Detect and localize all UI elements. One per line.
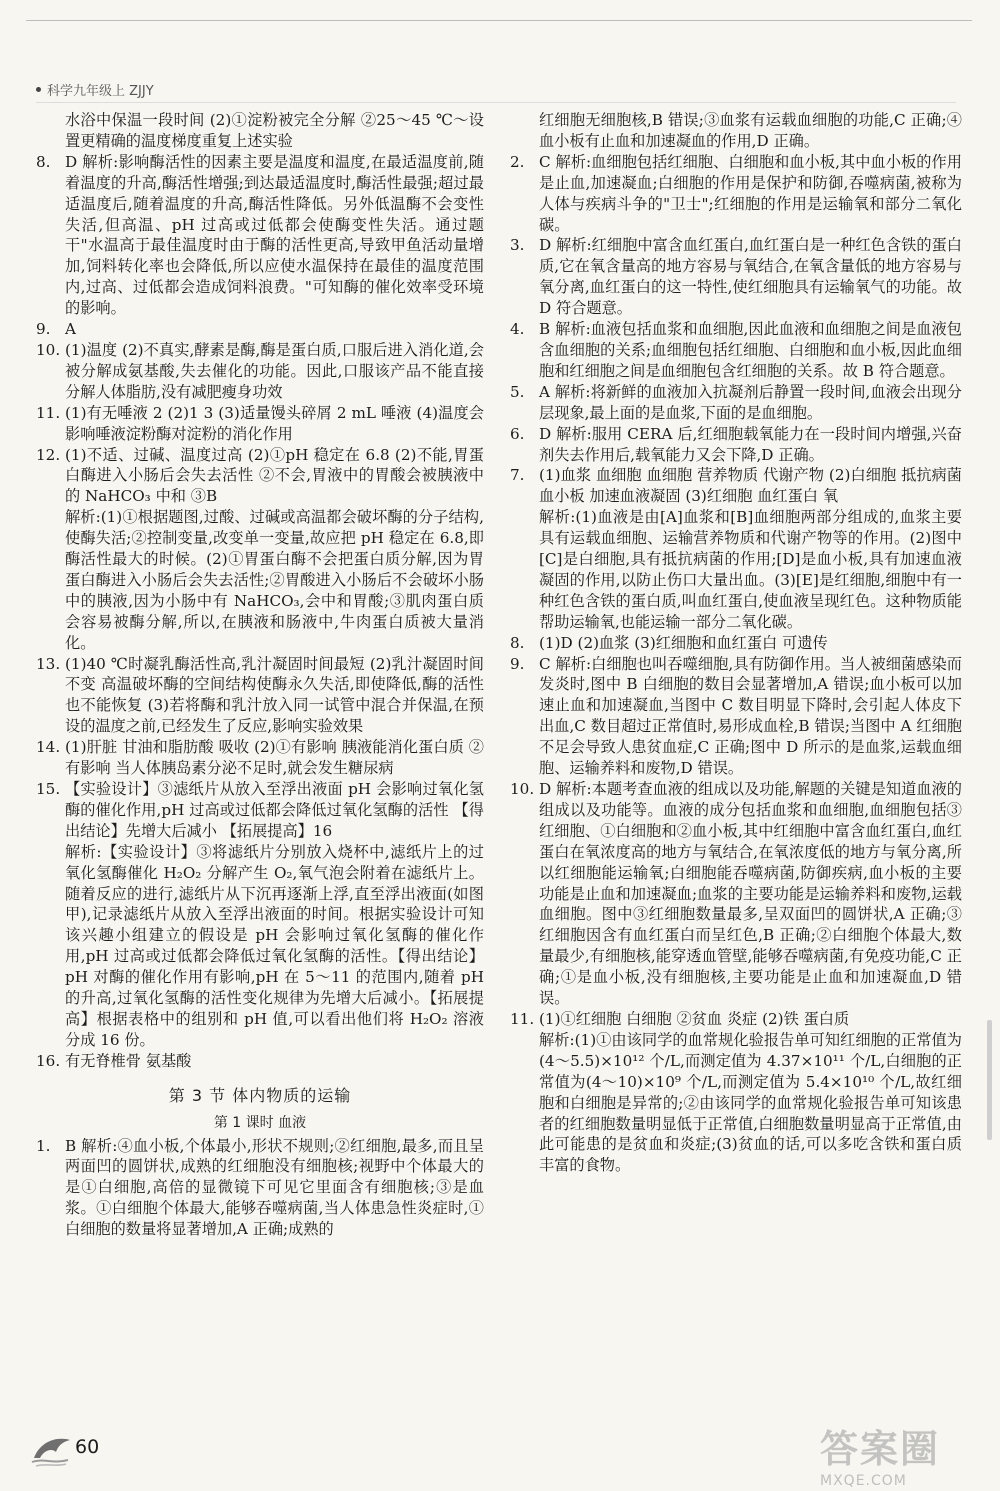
running-header	[36, 80, 154, 99]
answer-text: 解析:(1)①根据题图,过酸、过碱或高温都会破坏酶的分子结构,使酶失活;②控制变量,改变单一变量,故应把 pH 稳定在 6.8,即酶活性最大的时候。(2)①胃蛋白酶不会把蛋白质分解,因为胃蛋白酶进入小肠后会失去活性;②胃酸进入小肠后不会破坏小肠中的胰液,因为小肠中有 NaHCO₃,会中和胃酸;③肌肉蛋白质会容易被酶分解,所以,在胰液和肠液中,牛肉蛋白质被大量消化。	[65, 508, 484, 652]
answer-item	[36, 654, 484, 738]
lesson-title: 第 1 课时 血液	[213, 1114, 307, 1131]
answer-item	[510, 424, 962, 466]
answer-text: (1)不适、过碱、温度过高 (2)①pH 稳定在 6.8 (2)不能,胃蛋白酶进入小肠后会失去活性 ②不会,胃液中的胃酸会被胰液中的 NaHCO₃ 中和 ③B	[65, 445, 484, 506]
answer-text: C 解析:白细胞也叫吞噬细胞,具有防御作用。当人被细菌感染而发炎时,图中 B 白细胞的数目会显著增加,A 错误;血小板可以加速止血和加速凝血,当图中 C 数目明显下降时,会引起人体皮下出血,C 数目超过正常值时,易形成血栓,B 错误;当图中 A 红细胞不足会导致人患贫血症,C 正确;图中 D 所示的是血浆,运载血细胞、运输养料和废物,D 错误。	[539, 654, 962, 778]
header-label: 科学九年级上 ZJJY	[47, 84, 154, 99]
answer-item	[36, 842, 484, 1051]
answer-number: 8.	[36, 152, 51, 171]
answer-item	[36, 445, 484, 508]
answer-text: (1)40 ℃时凝乳酶活性高,乳汁凝固时间最短 (2)乳汁凝固时间不变 高温破坏酶的空间结构使酶永久失活,即使降低,酶的活性也不能恢复 (3)若将酶和乳汁放入同一试管中混合并保温,在预设的温度之前,已经发生了反应,影响实验效果	[65, 654, 484, 736]
answer-text: D 解析:本题考查血液的组成以及功能,解题的关键是知道血液的组成以及功能等。血液的成分包括血浆和血细胞,血细胞包括③红细胞、①白细胞和②血小板,其中红细胞中富含血红蛋白,血红蛋白在氧浓度高的地方与氧结合,在氧浓度低的地方与氧分离,所以红细胞能运输氧;白细胞能吞噬病菌,防御疾病,血小板的主要功能是止血和加速凝血;血浆的主要功能是运输养料和废物,运载血细胞。图中③红细胞数量最多,呈双面凹的圆饼状,A 正确;③红细胞因含有血红蛋白而呈红色,B 正确;②白细胞个体最大,数量最少,有细胞核,能穿透血管壁,能够吞噬病菌,有免疫功能,C 正确;①是血小板,没有细胞核,主要功能是止血和加速凝血,D 错误。	[539, 780, 962, 1008]
answer-text: A 解析:将新鲜的血液加入抗凝剂后静置一段时间,血液会出现分层现象,最上面的是血浆,下面的是血细胞。	[539, 382, 962, 422]
answer-text: D 解析:服用 CERA 后,红细胞载氧能力在一段时间内增强,兴奋剂失去作用后,载氧能力又会下降,D 正确。	[539, 424, 962, 464]
watermark-sub: MXQE.COM	[820, 1473, 907, 1489]
answer-item	[510, 110, 962, 152]
answer-item	[510, 633, 962, 654]
answer-text: C 解析:血细胞包括红细胞、白细胞和血小板,其中血小板的作用是止血,加速凝血;白细胞的作用是保护和防御,吞噬病菌,被称为人体与疾病斗争的"卫士";红细胞的作用是运输氧和部分二氧化碳。	[539, 152, 962, 234]
answer-item	[36, 403, 484, 445]
binding-edge	[987, 1020, 992, 1140]
answer-text: (1)血浆 血细胞 血细胞 营养物质 代谢产物 (2)白细胞 抵抗病菌 血小板 加速血液凝固 (3)红细胞 血红蛋白 氧	[539, 466, 962, 506]
section-title: 第 3 节 体内物质的运输	[168, 1085, 352, 1105]
answer-item	[510, 382, 962, 424]
answer-item	[36, 110, 484, 152]
answer-number: 7.	[510, 466, 525, 485]
answer-number: 15.	[36, 780, 61, 798]
answer-number: 11.	[36, 403, 61, 422]
left-column	[36, 110, 484, 1240]
answer-text: (1)D (2)血浆 (3)红细胞和血红蛋白 可遗传	[539, 633, 828, 652]
answer-number: 1.	[36, 1136, 51, 1155]
answer-text: 解析:(1)血液是由[A]血浆和[B]血细胞两部分组成的,血浆主要具有运载血细胞、运输营养物质和代谢产物等的作用。(2)图中[C]是白细胞,具有抵抗病菌的作用;[D]是血小板,具有加速血液凝固的作用,以防止伤口大量出血。(3)[E]是红细胞,细胞中有一种红色含铁的蛋白质,叫血红蛋白,使血液呈现红色。这种物质能帮助运输氧,也能运输一部分二氧化碳。	[539, 508, 962, 631]
answer-item	[36, 737, 484, 779]
answer-item	[510, 235, 962, 319]
dolphin-logo-icon	[30, 1428, 74, 1468]
answer-text: B 解析:④血小板,个体最小,形状不规则;②红细胞,最多,而且呈两面凹的圆饼状,成熟的红细胞没有细胞核;视野中个体最大的是①白细胞,高倍的显微镜下可见它里面含有细胞核;③是血浆。①白细胞个体最大,能够吞噬病菌,当人体患急性炎症时,①白细胞的数量将显著增加,A 正确;成熟的	[65, 1136, 484, 1239]
answer-item	[36, 507, 484, 653]
answer-text: D 解析:红细胞中富含血红蛋白,血红蛋白是一种红色含铁的蛋白质,它在氧含量高的地方容易与氧结合,在氧含量低的地方容易与氧分离,血红蛋白的这一特性,使红细胞具有运输氧气的功能。故 D 符合题意。	[539, 236, 962, 318]
answer-item	[510, 507, 962, 632]
answer-item	[510, 465, 962, 507]
answer-number: 13.	[36, 654, 61, 673]
answer-text: D 解析:影响酶活性的因素主要是温度和温度,在最适温度前,随着温度的升高,酶活性增强;到达最适温度时,酶活性最强;超过最适温度后,随着温度的升高,酶活性降低。另外低温酶不会变性失活,但高温、pH 过高或过低都会使酶变性失活。通过题干"水温高于最佳温度时由于酶的活性更高,导致甲鱼活动量增加,饲料转化率也会降低,所以应使水温保持在最佳的温度范围内,过高、过低都会造成饲料浪费。"可知酶的催化效率受环境的影响。	[65, 152, 484, 318]
watermark	[820, 1418, 940, 1489]
answer-text: 有无脊椎骨 氨基酸	[65, 1051, 192, 1070]
answer-text: 解析:(1)①由该同学的血常规化验报告单可知红细胞的正常值为(4～5.5)×10¹² 个/L,而测定值为 4.37×10¹¹ 个/L,白细胞的正常值为(4～10)×10⁹ 个/L,而测定值为 5.4×10¹⁰ 个/L,故红细胞和白细胞是异常的;②由该同学的血常规化验报告单可知该患者的红细胞数量明显低于正常值,白细胞数量明显高于正常值,由此可能患的是贫血和炎症;(3)贫血的话,可以多吃含铁和蛋白质丰富的食物。	[539, 1030, 962, 1175]
answer-number: 16.	[36, 1051, 61, 1070]
answer-text: (1)温度 (2)不真实,酵素是酶,酶是蛋白质,口服后进入消化道,会被分解成氨基酸,失去催化的功能。因此,口服该产品不能直接分解人体脂肪,没有减肥瘦身功效	[65, 340, 484, 401]
answer-item	[510, 779, 962, 1009]
answer-text: 【实验设计】③滤纸片从放入至浮出液面 pH 会影响过氧化氢酶的催化作用,pH 过高或过低都会降低过氧化氢酶的活性 【得出结论】先增大后减小 【拓展提高】16	[65, 780, 484, 840]
answer-item	[510, 319, 962, 382]
top-rule	[26, 20, 972, 21]
bullet-icon	[36, 87, 41, 92]
answer-text: (1)①红细胞 白细胞 ②贫血 炎症 (2)铁 蛋白质	[539, 1009, 850, 1028]
answer-text: (1)肝脏 甘油和脂肪酸 吸收 (2)①有影响 胰液能消化蛋白质 ②有影响 当人体胰岛素分泌不足时,就会发生糖尿病	[65, 738, 484, 778]
answer-item	[36, 340, 484, 403]
answer-item	[510, 152, 962, 236]
answer-text: B 解析:血液包括血浆和血细胞,因此血液和血细胞之间是血液包含血细胞的关系;血细胞包括红细胞、白细胞和血小板,因此血细胞和红细胞之间是血细胞包含红细胞的关系。故 B 符合题意。	[539, 320, 962, 380]
answer-item	[510, 654, 962, 779]
answer-item	[510, 1030, 962, 1176]
answer-number: 9.	[510, 654, 525, 673]
answer-number: 9.	[36, 320, 51, 339]
answer-item	[36, 1136, 484, 1241]
answer-number: 5.	[510, 382, 525, 401]
answer-number: 14.	[36, 738, 61, 757]
answer-text: (1)有无唾液 2 (2)1 3 (3)适量馒头碎屑 2 mL 唾液 (4)温度会影响唾液淀粉酶对淀粉的消化作用	[65, 403, 484, 443]
answer-item	[36, 319, 484, 340]
answer-item	[36, 1051, 484, 1072]
answer-number: 8.	[510, 633, 525, 652]
answer-text: 水浴中保温一段时间 (2)①淀粉被完全分解 ②25～45 ℃～设置更精确的温度梯度重复上述实验	[65, 111, 484, 150]
answer-item	[36, 779, 484, 842]
answer-number: 2.	[510, 152, 525, 171]
answer-item	[36, 152, 484, 319]
page-number: 60	[75, 1436, 100, 1458]
answer-number: 6.	[510, 424, 525, 443]
answer-number: 3.	[510, 236, 525, 255]
answer-number: 10.	[510, 780, 535, 798]
answer-number: 11.	[510, 1009, 535, 1028]
answer-number: 12.	[36, 445, 61, 464]
answer-number: 10.	[36, 340, 61, 359]
answer-number: 4.	[510, 320, 525, 339]
answer-text: 解析:【实验设计】③将滤纸片分别放入烧杯中,滤纸片上的过氧化氢酶催化 H₂O₂ 分解产生 O₂,氧气泡会附着在滤纸片上。随着反应的进行,滤纸片从下沉再逐渐上浮,直至浮出液面(如图甲),记录滤纸片从放入至浮出液面的时间。根据实验设计可知该兴趣小组建立的假设是 pH 会影响过氧化氢酶的催化作用,pH 过高或过低都会降低过氧化氢酶的活性。【得出结论】pH 对酶的催化作用有影响,pH 在 5～11 的范围内,随着 pH 的升高,过氧化氢酶的活性变化规律为先增大后减小。【拓展提高】根据表格中的组别和 pH 值,可以看出他们将 H₂O₂ 溶液分成 16 份。	[65, 842, 484, 1049]
answer-text: 红细胞无细胞核,B 错误;③血浆有运载血细胞的功能,C 正确;④血小板有止血和加速凝血的作用,D 正确。	[539, 111, 962, 150]
header-rule	[36, 102, 956, 103]
answer-item	[510, 1009, 962, 1030]
right-column	[510, 110, 962, 1176]
answer-text: A	[65, 320, 76, 339]
watermark-main: 答案圈	[820, 1427, 941, 1471]
